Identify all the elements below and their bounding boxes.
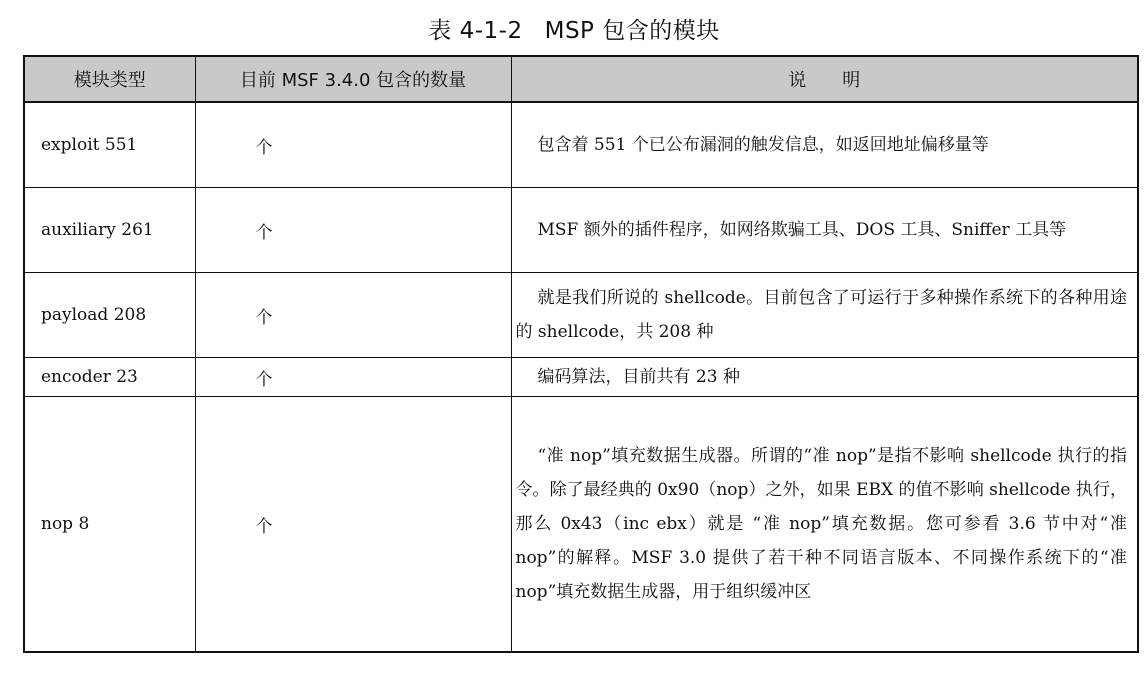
table-header	[24, 56, 1138, 102]
table-row-exploit	[24, 102, 1138, 188]
module-count-cell: 个	[195, 397, 511, 653]
module-count-cell: 个	[195, 188, 511, 273]
modules-table	[23, 55, 1139, 653]
module-description-cell: “准 nop”填充数据生成器。所谓的“准 nop”是指不影响 shellcode 执行的指令。除了最经典的 0x90（nop）之外，如果 EBX 的值不影响 shellcode 执行，那么 0x43（inc ebx）就是 “准 nop”填充数据。您可参看 3.6 节中对“准 nop”的解释。MSF 3.0 提供了若干种不同语言版本、不同操作系统下的“准 nop”填充数据生成器，用于组织缓冲区	[511, 397, 1138, 653]
header-description-label: 说 明	[788, 70, 861, 91]
module-type-cell: payload 208	[24, 273, 195, 358]
module-count-cell: 个	[195, 102, 511, 188]
module-description-cell: 就是我们所说的 shellcode。目前包含了可运行于多种操作系统下的各种用途的 shellcode，共 208 种	[511, 273, 1138, 358]
table-body	[24, 102, 1138, 652]
table-caption	[0, 12, 1148, 45]
header-module-type: 模块类型	[24, 56, 195, 102]
module-type-cell: nop 8	[24, 397, 195, 653]
caption-title: MSP 包含的模块	[544, 18, 720, 44]
header-description	[511, 56, 1138, 102]
header-row	[24, 56, 1138, 102]
module-count-cell: 个	[195, 358, 511, 397]
module-count-cell: 个	[195, 273, 511, 358]
table-row-nop	[24, 397, 1138, 653]
table-row-encoder	[24, 358, 1138, 397]
module-description-cell: MSF 额外的插件程序，如网络欺骗工具、DOS 工具、Sniffer 工具等	[511, 188, 1138, 273]
module-description-cell: 包含着 551 个已公布漏洞的触发信息，如返回地址偏移量等	[511, 102, 1138, 188]
table-row-payload	[24, 273, 1138, 358]
module-type-cell: encoder 23	[24, 358, 195, 397]
module-type-cell: exploit 551	[24, 102, 195, 188]
caption-number: 表 4-1-2	[428, 18, 523, 44]
header-module-count: 目前 MSF 3.4.0 包含的数量	[195, 56, 511, 102]
table-row-auxiliary	[24, 188, 1138, 273]
module-description-cell: 编码算法，目前共有 23 种	[511, 358, 1138, 397]
module-type-cell: auxiliary 261	[24, 188, 195, 273]
